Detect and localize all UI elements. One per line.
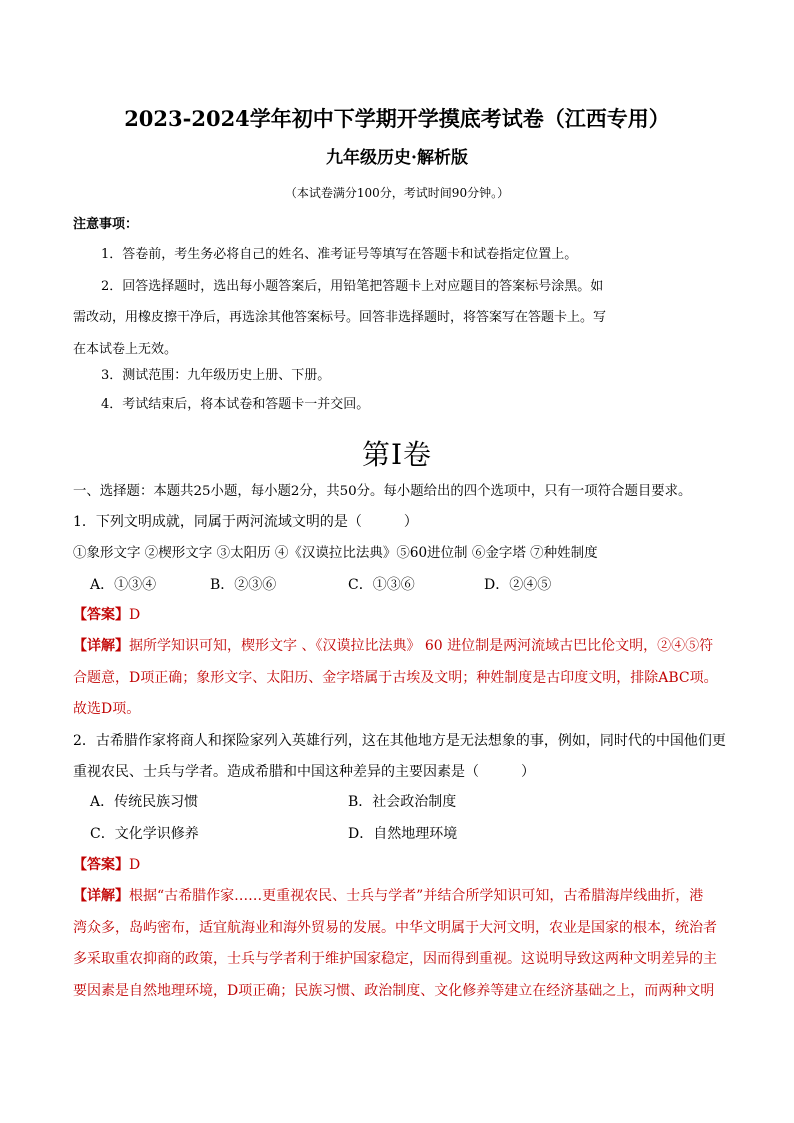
notice-item-2-line-1: 2．回答选择题时，选出每小题答案后，用铅笔把答题卡上对应题目的答案标号涂黑。如 [101,279,604,294]
q1-answer-value: D [129,607,141,623]
q2-option-d: D．自然地理环境 [348,826,458,842]
q2-option-b: B．社会政治制度 [348,794,457,810]
notice-item-2-line-3: 在本试卷上无效。 [73,342,178,357]
q2-answer [73,855,140,875]
q2-detail-line-4: 要因素是自然地理环境，D项正确；民族习惯、政治制度、文化修养等建立在经济基础之上，而两种文明 [73,983,715,999]
notice-item-1: 1．答卷前，考生务必将自己的姓名、准考证号等填写在答题卡和试卷指定位置上。 [101,247,578,262]
q1-option-a: A．①③④ [90,577,157,593]
exam-note: （本试卷满分100分，考试时间90分钟。） [284,186,510,200]
q1-detail-line-2: 合题意，D项正确；象形文字、太阳历、金字塔属于古埃及文明；种姓制度是古印度文明，排除ABC项。 [73,670,718,686]
volume-heading: 第Ⅰ卷 [361,438,433,471]
q1-option-b: B．②③⑥ [210,577,277,593]
q1-detail-line-1 [73,636,713,656]
q1-option-d: D．②④⑤ [484,577,552,593]
q1-stem: 1．下列文明成就，同属于两河流域文明的是（ ） [73,514,418,530]
q2-detail-line-1 [73,886,703,906]
q2-detail-text-1: 根据“古希腊作家……更重视农民、士兵与学者”并结合所学知识可知，古希腊海岸线曲折，港 [129,888,704,904]
q2-detail-label: 【详解】 [73,888,129,904]
q2-detail-line-2: 湾众多，岛屿密布，适宜航海业和海外贸易的发展。中华文明属于大河文明，农业是国家的根本，统治者 [73,920,717,936]
section-heading: 一、选择题：本题共25小题，每小题2分，共50分。每小题给出的四个选项中，只有一项符合题目要求。 [73,484,692,499]
notice-item-3: 3．测试范围：九年级历史上册、下册。 [101,368,331,383]
notice-item-2-line-2: 需改动，用橡皮擦干净后，再选涂其他答案标号。回答非选择题时，将答案写在答题卡上。写 [73,310,607,325]
q1-option-c: C．①③⑥ [348,577,415,593]
notice-item-4: 4．考试结束后，将本试卷和答题卡一并交回。 [101,397,370,412]
q2-stem-line-2: 重视农民、士兵与学者。造成希腊和中国这种差异的主要因素是（ ） [73,764,535,780]
q2-detail-line-3: 多采取重农抑商的政策，士兵与学者利于维护国家稳定，因而得到重视。这说明导致这两种文明差异的主 [73,951,717,967]
notices-heading: 注意事项： [73,217,139,232]
q1-answer [73,605,140,625]
q2-option-a: A．传统民族习惯 [90,794,199,810]
q1-answer-label: 【答案】 [73,607,129,623]
q1-items: ①象形文字 ②楔形文字 ③太阳历 ④《汉谟拉比法典》⑤60进位制 ⑥金字塔 ⑦种姓制度 [73,545,598,561]
q1-detail-text-1: 据所学知识可知，楔形文字 、《汉谟拉比法典》 60 进位制是两河流域古巴比伦文明，②④⑤符 [129,638,714,654]
q2-stem-line-1: 2．古希腊作家将商人和探险家列入英雄行列，这在其他地方是无法想象的事，例如，同时代的中国他们更 [73,733,726,749]
q1-detail-line-3: 故选D项。 [73,701,141,717]
q2-answer-value: D [129,857,141,873]
q2-answer-label: 【答案】 [73,857,129,873]
q2-option-c: C．文化学识修养 [90,826,199,842]
q1-detail-label: 【详解】 [73,638,129,654]
exam-subtitle: 九年级历史·解析版 [326,148,468,168]
exam-title: 2023-2024学年初中下学期开学摸底考试卷（江西专用） [124,106,670,131]
